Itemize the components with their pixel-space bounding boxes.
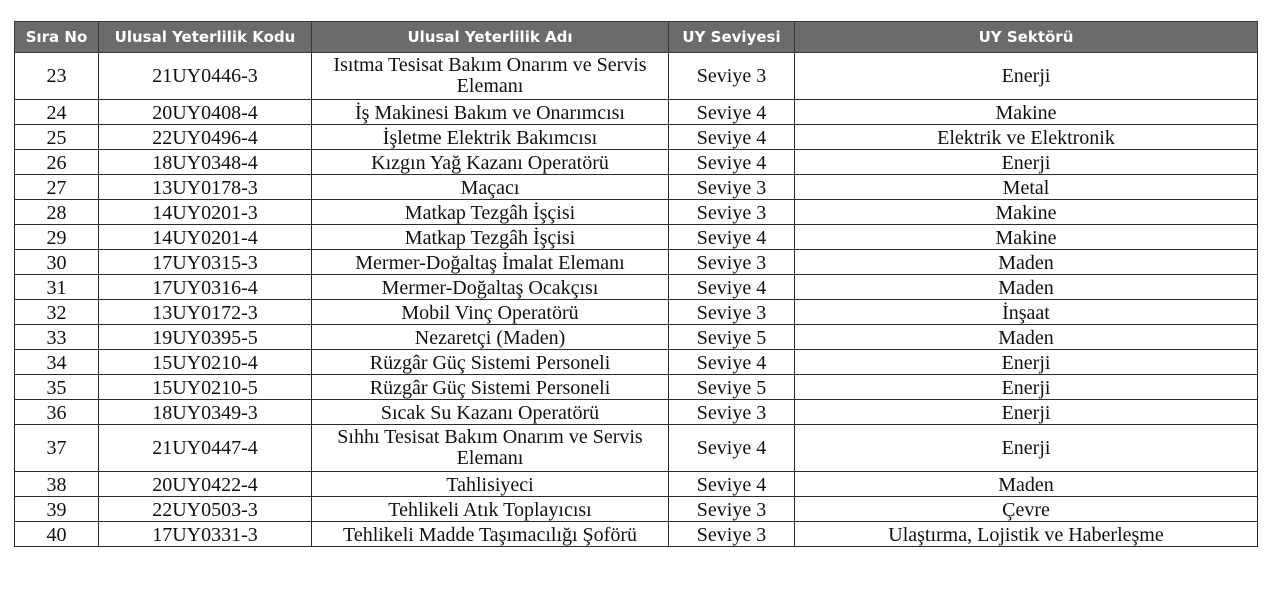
cell-sector: Makine <box>795 225 1258 250</box>
cell-sector: Enerji <box>795 350 1258 375</box>
table-row <box>15 325 1258 350</box>
cell-sira-no: 38 <box>15 472 99 497</box>
cell-level: Seviye 5 <box>669 375 795 400</box>
cell-sector: Maden <box>795 472 1258 497</box>
cell-sector: Maden <box>795 275 1258 300</box>
cell-level: Seviye 4 <box>669 150 795 175</box>
cell-sira-no: 34 <box>15 350 99 375</box>
cell-code: 21UY0447-4 <box>99 425 312 472</box>
cell-sira-no: 40 <box>15 522 99 547</box>
cell-sira-no: 30 <box>15 250 99 275</box>
cell-level: Seviye 3 <box>669 522 795 547</box>
header-sector: UY Sektörü <box>795 22 1258 53</box>
table-row <box>15 497 1258 522</box>
cell-level: Seviye 4 <box>669 100 795 125</box>
table-row <box>15 250 1258 275</box>
cell-sira-no: 35 <box>15 375 99 400</box>
cell-sector: Maden <box>795 325 1258 350</box>
cell-code: 17UY0315-3 <box>99 250 312 275</box>
table-row <box>15 522 1258 547</box>
cell-sector: Makine <box>795 100 1258 125</box>
cell-name: Tehlikeli Atık Toplayıcısı <box>312 497 669 522</box>
cell-sira-no: 33 <box>15 325 99 350</box>
cell-name: Matkap Tezgâh İşçisi <box>312 200 669 225</box>
cell-name: Matkap Tezgâh İşçisi <box>312 225 669 250</box>
cell-level: Seviye 3 <box>669 175 795 200</box>
table-row <box>15 400 1258 425</box>
cell-code: 13UY0178-3 <box>99 175 312 200</box>
table-row <box>15 125 1258 150</box>
table-row <box>15 175 1258 200</box>
cell-code: 13UY0172-3 <box>99 300 312 325</box>
cell-code: 21UY0446-3 <box>99 53 312 100</box>
cell-name: Mermer-Doğaltaş Ocakçısı <box>312 275 669 300</box>
cell-sira-no: 28 <box>15 200 99 225</box>
cell-code: 15UY0210-5 <box>99 375 312 400</box>
cell-name: Sıhhı Tesisat Bakım Onarım ve Servis Elemanı <box>312 425 669 472</box>
cell-sira-no: 24 <box>15 100 99 125</box>
table-row <box>15 150 1258 175</box>
header-code: Ulusal Yeterlilik Kodu <box>99 22 312 53</box>
cell-name: Tehlikeli Madde Taşımacılığı Şoförü <box>312 522 669 547</box>
cell-level: Seviye 4 <box>669 275 795 300</box>
cell-sector: Enerji <box>795 150 1258 175</box>
cell-code: 14UY0201-3 <box>99 200 312 225</box>
table-row <box>15 472 1258 497</box>
cell-code: 18UY0349-3 <box>99 400 312 425</box>
cell-sira-no: 31 <box>15 275 99 300</box>
cell-sector: İnşaat <box>795 300 1258 325</box>
cell-sector: Enerji <box>795 400 1258 425</box>
cell-sira-no: 37 <box>15 425 99 472</box>
cell-code: 18UY0348-4 <box>99 150 312 175</box>
cell-code: 15UY0210-4 <box>99 350 312 375</box>
cell-sira-no: 36 <box>15 400 99 425</box>
cell-level: Seviye 3 <box>669 200 795 225</box>
qualifications-table <box>14 21 1258 547</box>
cell-name: Maçacı <box>312 175 669 200</box>
cell-sector: Enerji <box>795 375 1258 400</box>
cell-sira-no: 29 <box>15 225 99 250</box>
cell-level: Seviye 3 <box>669 497 795 522</box>
table-header-row <box>15 22 1258 53</box>
cell-level: Seviye 3 <box>669 300 795 325</box>
header-name: Ulusal Yeterlilik Adı <box>312 22 669 53</box>
cell-name: İş Makinesi Bakım ve Onarımcısı <box>312 100 669 125</box>
cell-sector: Enerji <box>795 53 1258 100</box>
cell-code: 17UY0331-3 <box>99 522 312 547</box>
cell-code: 22UY0496-4 <box>99 125 312 150</box>
cell-level: Seviye 4 <box>669 425 795 472</box>
cell-code: 19UY0395-5 <box>99 325 312 350</box>
cell-name: Nezaretçi (Maden) <box>312 325 669 350</box>
table-row <box>15 350 1258 375</box>
table-row <box>15 100 1258 125</box>
cell-sector: Metal <box>795 175 1258 200</box>
table-row <box>15 425 1258 472</box>
table-row <box>15 53 1258 100</box>
cell-sector: Elektrik ve Elektronik <box>795 125 1258 150</box>
cell-level: Seviye 4 <box>669 225 795 250</box>
cell-sector: Makine <box>795 200 1258 225</box>
cell-sira-no: 26 <box>15 150 99 175</box>
cell-sector: Enerji <box>795 425 1258 472</box>
cell-level: Seviye 3 <box>669 53 795 100</box>
cell-level: Seviye 5 <box>669 325 795 350</box>
cell-level: Seviye 3 <box>669 250 795 275</box>
cell-code: 17UY0316-4 <box>99 275 312 300</box>
document-page <box>14 21 1257 547</box>
table-body <box>15 53 1258 547</box>
table-row <box>15 300 1258 325</box>
cell-name: İşletme Elektrik Bakımcısı <box>312 125 669 150</box>
table-row <box>15 225 1258 250</box>
cell-sira-no: 23 <box>15 53 99 100</box>
cell-code: 20UY0422-4 <box>99 472 312 497</box>
cell-level: Seviye 4 <box>669 350 795 375</box>
cell-sector: Maden <box>795 250 1258 275</box>
cell-code: 20UY0408-4 <box>99 100 312 125</box>
cell-sector: Ulaştırma, Lojistik ve Haberleşme <box>795 522 1258 547</box>
cell-name: Tahlisiyeci <box>312 472 669 497</box>
cell-level: Seviye 3 <box>669 400 795 425</box>
cell-sira-no: 25 <box>15 125 99 150</box>
table-row <box>15 275 1258 300</box>
cell-code: 14UY0201-4 <box>99 225 312 250</box>
cell-name: Rüzgâr Güç Sistemi Personeli <box>312 350 669 375</box>
cell-name: Isıtma Tesisat Bakım Onarım ve Servis Elemanı <box>312 53 669 100</box>
table-row <box>15 375 1258 400</box>
cell-sira-no: 39 <box>15 497 99 522</box>
cell-level: Seviye 4 <box>669 125 795 150</box>
cell-name: Mermer-Doğaltaş İmalat Elemanı <box>312 250 669 275</box>
cell-sector: Çevre <box>795 497 1258 522</box>
cell-sira-no: 27 <box>15 175 99 200</box>
cell-name: Rüzgâr Güç Sistemi Personeli <box>312 375 669 400</box>
cell-code: 22UY0503-3 <box>99 497 312 522</box>
header-sira-no: Sıra No <box>15 22 99 53</box>
header-level: UY Seviyesi <box>669 22 795 53</box>
cell-name: Sıcak Su Kazanı Operatörü <box>312 400 669 425</box>
cell-level: Seviye 4 <box>669 472 795 497</box>
cell-name: Kızgın Yağ Kazanı Operatörü <box>312 150 669 175</box>
table-row <box>15 200 1258 225</box>
cell-sira-no: 32 <box>15 300 99 325</box>
cell-name: Mobil Vinç Operatörü <box>312 300 669 325</box>
